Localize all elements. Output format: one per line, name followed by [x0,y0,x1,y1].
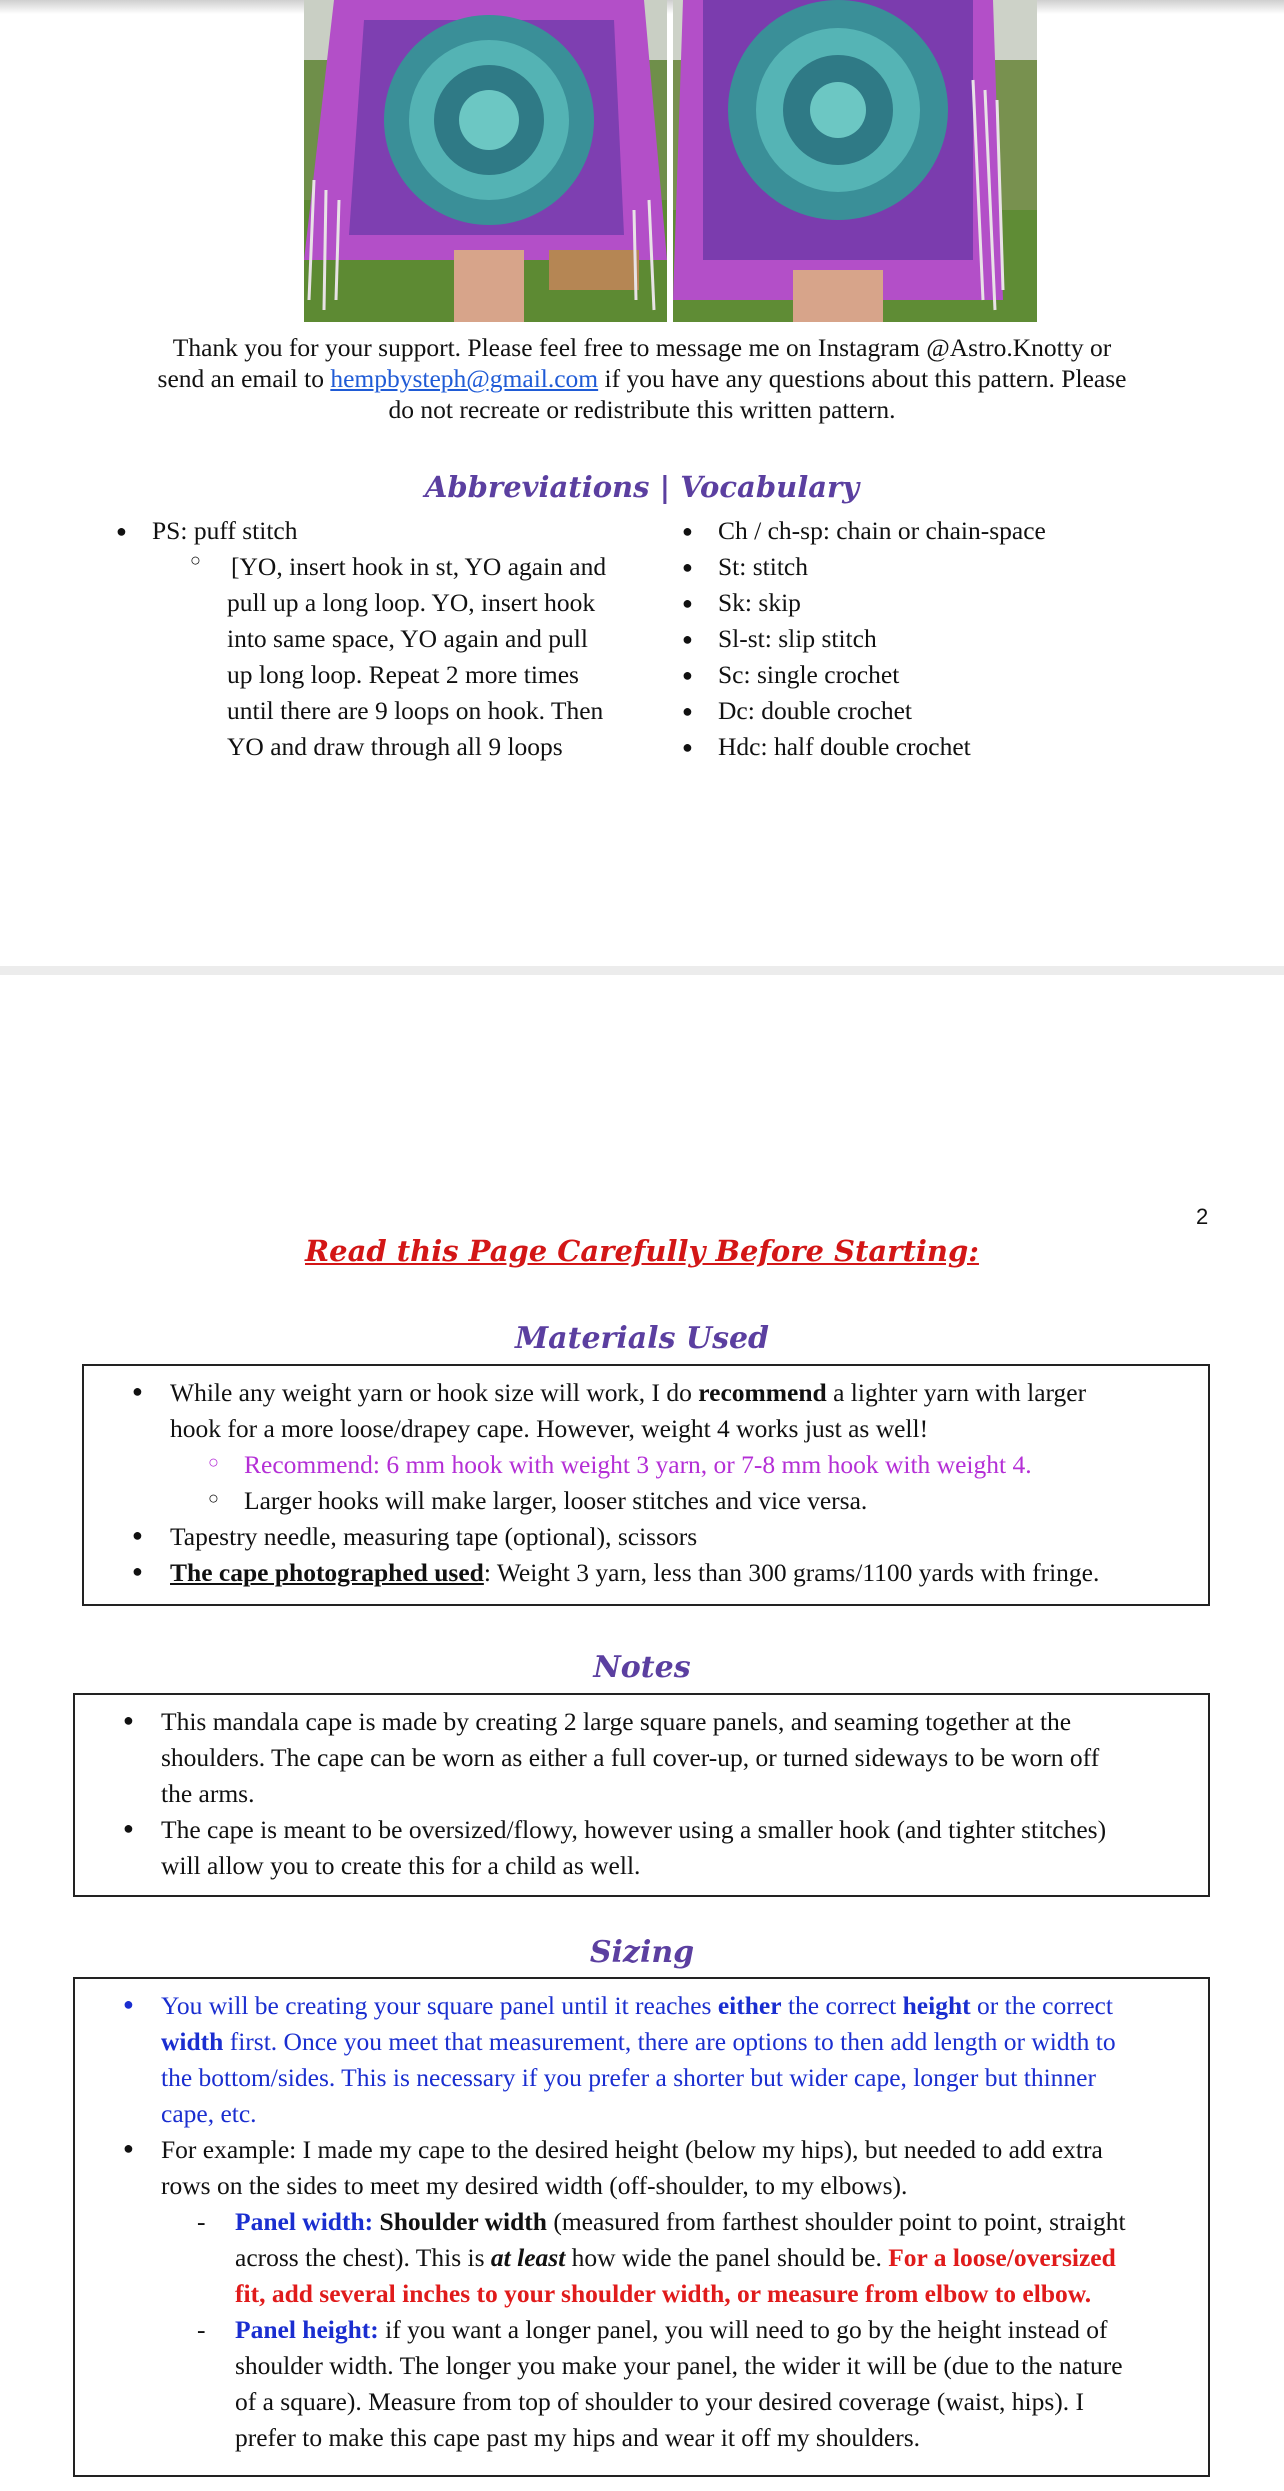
list-item: ● Dc: double crochet [682,696,913,725]
panel-width-line-3: fit, add several inches to your shoulder width, or measure from elbow to elbow. [235,2279,1092,2308]
materials-heading: Materials Used [514,1321,770,1356]
ps-desc-line: pull up a long loop. YO, insert hook [227,588,596,617]
sizing-example-1: For example: I made my cape to the desired height (below my hips), but needed to add extra [161,2135,1103,2164]
materials-larger-hooks: Larger hooks will make larger, looser stitches and vice versa. [244,1486,868,1515]
notes-box [73,1693,1210,1897]
materials-line-2: hook for a more loose/drapey cape. However, weight 4 works just as well! [170,1414,929,1443]
bullet-icon: ● [116,521,127,541]
list-item: ● Sk: skip [682,588,801,617]
bullet-icon: ● [123,1710,134,1730]
abbreviation-list-right [682,513,1046,765]
intro-text-before: Thank you for your support. Please feel free to message me on Instagram @Astro.Knotty or send an email to [157,333,1112,393]
intro-paragraph [150,332,1134,425]
list-item: ● St: stitch [682,552,808,581]
intro-text-after: if you have any questions about this pattern. Please do not recreate or redistribute this written pattern. [388,364,1127,424]
list-item: ● Sl-st: slip stitch [682,624,877,653]
hollow-bullet-icon: ○ [190,550,201,570]
materials-line-1: While any weight yarn or hook size will work, I do recommend a lighter yarn with larger [170,1378,1087,1407]
list-item: ● Ch / ch-sp: chain or chain-space [682,516,1046,545]
ps-desc-line: into same space, YO again and pull [227,624,588,653]
page-separator [0,966,1284,975]
panel-height-line-2: shoulder width. The longer you make your panel, the wider it will be (due to the nature [235,2351,1123,2380]
ps-desc-line: up long loop. Repeat 2 more times [227,660,579,689]
bullet-icon: ● [123,1818,134,1838]
ps-desc-line: [YO, insert hook in st, YO again and [231,552,607,581]
materials-tools: Tapestry needle, measuring tape (optional), scissors [170,1522,698,1551]
materials-recommend: Recommend: 6 mm hook with weight 3 yarn, or 7-8 mm hook with weight 4. [244,1450,1032,1479]
bullet-icon: ● [132,1381,143,1401]
page-number: 2 [1196,1204,1209,1229]
panel-width-line-2: across the chest). This is at least how wide the panel should be. For a loose/oversized [235,2243,1116,2272]
ps-desc-line: YO and draw through all 9 loops [227,732,563,761]
read-carefully-heading: Read this Page Carefully Before Starting: [305,1234,979,1268]
notes-line: This mandala cape is made by creating 2 large square panels, and seaming together at the [161,1707,1072,1736]
notes-line: The cape is meant to be oversized/flowy, however using a smaller hook (and tighter stitches) [161,1815,1107,1844]
email-link[interactable]: hempbysteph@gmail.com [330,364,599,393]
panel-width-line-1: Panel width: Shoulder width (measured from farthest shoulder point to point, straight [235,2207,1126,2236]
dash-bullet: - [197,2207,206,2236]
hollow-bullet-icon: ○ [208,1452,219,1472]
sizing-line-1: You will be creating your square panel until it reaches either the correct height or the correct [161,1991,1113,2020]
materials-cape-used: The cape photographed used: Weight 3 yarn, less than 300 grams/1100 yards with fringe. [170,1558,1100,1587]
bullet-icon: ● [132,1561,143,1581]
sizing-example-2: rows on the sides to meet my desired width (off-shoulder, to my elbows). [161,2171,908,2200]
cape-photo-right [673,0,1037,322]
list-item: ● Hdc: half double crochet [682,732,971,761]
ps-description [227,549,606,765]
bullet-icon: ● [123,2138,134,2158]
panel-height-line-4: prefer to make this cape past my hips and wear it off my shoulders. [235,2423,921,2452]
ps-desc-line: until there are 9 loops on hook. Then [227,696,604,725]
sizing-heading: Sizing [589,1935,695,1970]
ps-item [116,513,298,549]
cape-photo-left [304,0,667,322]
sizing-line-3: the bottom/sides. This is necessary if you prefer a shorter but wider cape, longer but thinner [161,2063,1096,2092]
dash-bullet: - [197,2315,206,2344]
sizing-line-2: width first. Once you meet that measurement, there are options to then add length or width to [161,2027,1116,2056]
panel-height-line-3: of a square). Measure from top of shoulder to your desired coverage (waist, hips). I [235,2387,1085,2416]
sizing-box [73,1977,1210,2477]
notes-heading: Notes [593,1650,691,1685]
sizing-line-4: cape, etc. [161,2099,257,2128]
bullet-icon: ● [123,1994,134,2014]
materials-box [82,1364,1210,1606]
bullet-icon: ● [132,1525,143,1545]
list-item: ● Sc: single crochet [682,660,900,689]
abbreviations-heading: Abbreviations | Vocabulary [424,470,860,504]
notes-line: the arms. [161,1779,255,1808]
notes-line: shoulders. The cape can be worn as either a full cover-up, or turned sideways to be worn off [161,1743,1100,1772]
panel-height-line-1: Panel height: if you want a longer panel, you will need to go by the height instead of [235,2315,1108,2344]
notes-line: will allow you to create this for a child as well. [161,1851,641,1880]
ps-label: PS: puff stitch [152,516,298,545]
hollow-bullet-icon: ○ [208,1488,219,1508]
